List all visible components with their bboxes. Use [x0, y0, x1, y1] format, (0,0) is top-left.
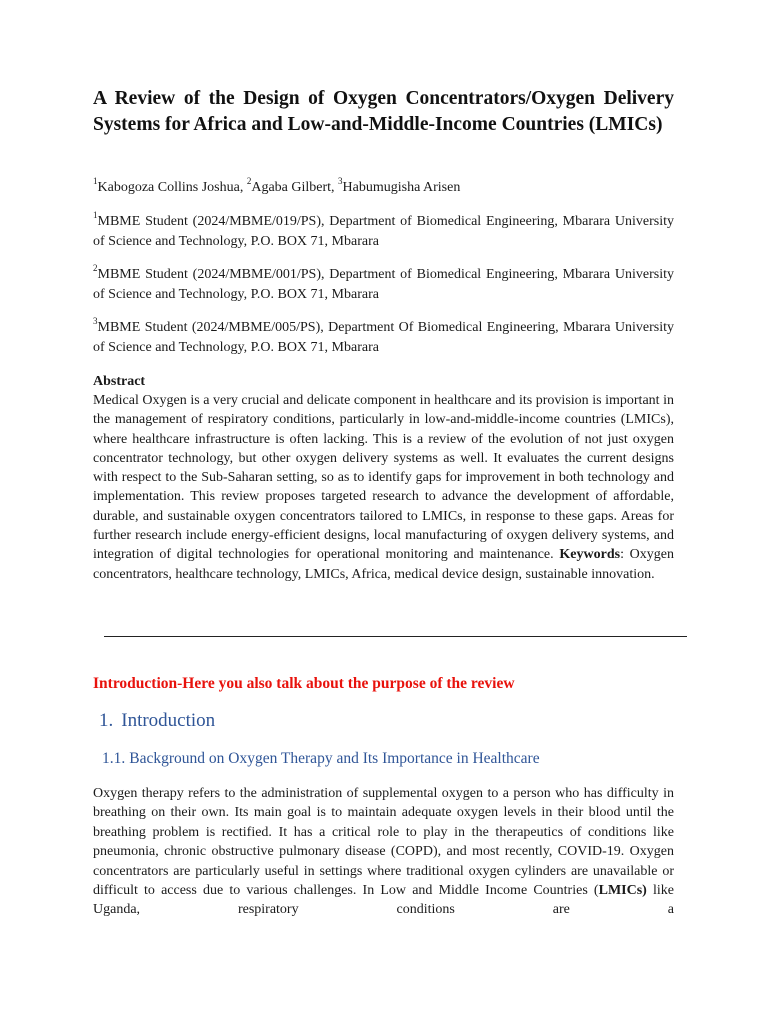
section-1-1-title: Background on Oxygen Therapy and Its Importance in Healthcare — [129, 750, 540, 767]
section-1-1-number: 1.1. — [102, 750, 126, 767]
section-1-1-heading — [102, 749, 540, 769]
intro-text-after: like Uganda, respiratory conditions are a — [93, 883, 675, 918]
author-2-name: Agaba Gilbert, — [251, 180, 339, 195]
affiliation-1-text: MBME Student (2024/MBME/019/PS), Department of Biomedical Engineering, Mbarara University of Science and Technology, P.O. BOX 71, Mbarara — [93, 214, 674, 249]
affiliation-1 — [93, 212, 674, 251]
keywords-text: : Oxygen concentrators, healthcare technology, LMICs, Africa, medical device design, sustainable innovation. — [93, 547, 675, 582]
affiliation-3-text: MBME Student (2024/MBME/005/PS), Department Of Biomedical Engineering, Mbarara University of Science and Technology, P.O. BOX 71, Mbarara — [93, 320, 674, 355]
affiliation-2 — [93, 265, 674, 304]
author-2-marker: 2 — [246, 176, 252, 187]
abstract-text: Medical Oxygen is a very crucial and delicate component in healthcare and its provision is important in the management of respiratory conditions, particularly in low-and-middle-income countries (LMICs), where healthcare infrastructure is often lacking. This is a review of the evolution of not just oxygen concentrator technology, but other oxygen delivery systems as well. It evaluates the current designs with respect to the Sub-Saharan setting, so as to identify gaps for improvement in both technology and implementation. This review proposes targeted research to advance the development of affordable, durable, and sustainable oxygen concentrators tailored to LMICs, in response to these gaps. Areas for further research include energy-efficient designs, local manufacturing of oxygen delivery systems, and integration of digital technologies for operational monitoring and maintenance. — [93, 393, 674, 563]
abstract-body — [93, 391, 674, 584]
author-list — [93, 178, 674, 197]
review-comment-note: Introduction-Here you also talk about the purpose of the review — [93, 675, 515, 692]
author-1-marker: 1 — [93, 176, 98, 187]
intro-text-before: Oxygen therapy refers to the administration of supplemental oxygen to a person who has difficulty in breathing on their own. Its main goal is to maintain adequate oxygen levels in their blood until the breathing problem is rectified. It has a critical role to play in the therapeutics of conditions like pneumonia, chronic obstructive pulmonary disease (COPD), and most recently, COVID-19. Oxygen concentrators are particularly useful in settings where traditional oxygen cylinders are unavailable or difficult to access due to various challenges. In Low and Middle Income Countries ( — [93, 786, 674, 899]
affiliation-1-marker: 1 — [93, 210, 98, 221]
intro-paragraph — [93, 784, 674, 920]
intro-bold-lmics: LMICs) — [598, 883, 647, 899]
affiliation-2-marker: 2 — [93, 263, 98, 274]
affiliation-3 — [93, 318, 674, 357]
section-1-title: Introduction — [121, 710, 216, 731]
abstract-heading: Abstract — [93, 374, 146, 389]
affiliation-2-text: MBME Student (2024/MBME/001/PS), Department of Biomedical Engineering, Mbarara University of Science and Technology, P.O. BOX 71, Mbarara — [93, 267, 674, 302]
author-1-name: Kabogoza Collins Joshua, — [97, 180, 247, 195]
keywords-label: Keywords — [559, 547, 621, 563]
section-1-heading — [99, 709, 215, 733]
author-3-marker: 3 — [338, 176, 343, 187]
author-3-name: Habumugisha Arisen — [342, 180, 461, 195]
affiliation-3-marker: 3 — [93, 316, 98, 327]
paper-title: A Review of the Design of Oxygen Concentrators/Oxygen Delivery Systems for Africa and Low-and-Middle-Income Countries (LMICs) — [93, 88, 674, 135]
section-divider — [104, 636, 687, 637]
section-1-number: 1. — [99, 710, 114, 731]
